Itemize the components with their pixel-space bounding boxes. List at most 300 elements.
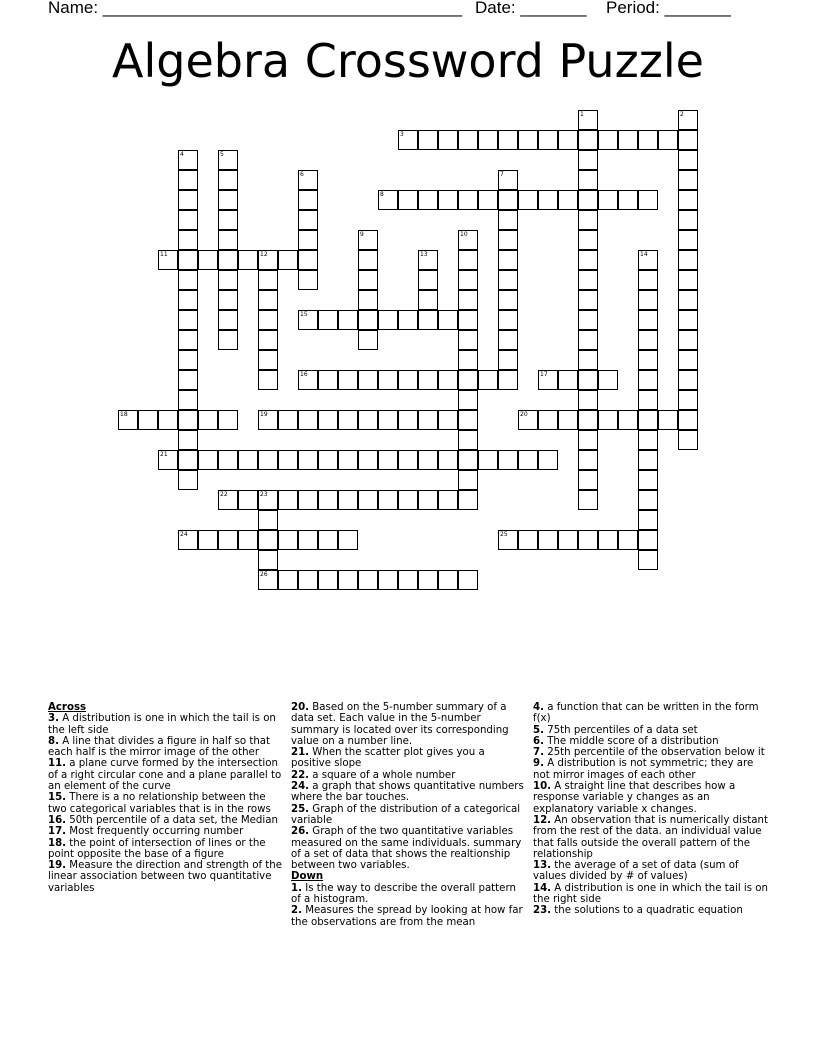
crossword-cell[interactable] (298, 410, 318, 430)
crossword-cell[interactable] (578, 170, 598, 190)
crossword-cell[interactable] (318, 450, 338, 470)
crossword-cell[interactable] (218, 250, 238, 270)
crossword-cell[interactable] (458, 250, 478, 270)
crossword-cell[interactable] (678, 230, 698, 250)
clue-item: 14. A distribution is one in which the tail is on the right side (533, 882, 768, 906)
clue-item: 9. A distribution is not symmetric; they are not mirror images of each other (533, 758, 754, 781)
crossword-cell[interactable] (478, 190, 498, 210)
crossword-cell[interactable] (158, 410, 178, 430)
date-field[interactable]: Date: _______ (475, 0, 587, 17)
clues-column-3 (533, 702, 769, 917)
crossword-cell[interactable] (578, 130, 598, 150)
crossword-cell[interactable] (638, 490, 658, 510)
crossword-cell[interactable] (178, 450, 198, 470)
clue-number: 11 (160, 251, 168, 258)
crossword-cell[interactable] (218, 170, 238, 190)
crossword-cell[interactable] (178, 430, 198, 450)
crossword-cell[interactable] (578, 410, 598, 430)
crossword-cell[interactable] (478, 130, 498, 150)
crossword-cell[interactable] (418, 130, 438, 150)
crossword-cell[interactable] (398, 130, 418, 150)
crossword-cell[interactable] (458, 290, 478, 310)
crossword-cell[interactable] (578, 150, 598, 170)
crossword-cell[interactable] (638, 530, 658, 550)
crossword-cell[interactable] (258, 450, 278, 470)
crossword-cell[interactable] (458, 430, 478, 450)
crossword-cell[interactable] (458, 570, 478, 590)
crossword-cell[interactable] (178, 290, 198, 310)
crossword-cell[interactable] (398, 450, 418, 470)
crossword-cell[interactable] (378, 490, 398, 510)
crossword-cell[interactable] (678, 250, 698, 270)
crossword-cell[interactable] (358, 250, 378, 270)
crossword-cell[interactable] (138, 410, 158, 430)
crossword-cell[interactable] (258, 570, 278, 590)
clue-number: 5 (220, 151, 224, 158)
clues-column-2 (291, 702, 527, 928)
clue-item: 13. the average of a set of data (sum of values divided by # of values) (533, 860, 739, 883)
crossword-cell[interactable] (378, 410, 398, 430)
crossword-cell[interactable] (198, 530, 218, 550)
crossword-cell[interactable] (638, 370, 658, 390)
crossword-cell[interactable] (218, 190, 238, 210)
crossword-cell[interactable] (498, 350, 518, 370)
crossword-cell[interactable] (298, 190, 318, 210)
clue-number: 19 (260, 411, 268, 418)
crossword-cell[interactable] (678, 270, 698, 290)
crossword-cell[interactable] (318, 370, 338, 390)
clue-number: 18 (120, 411, 128, 418)
crossword-cell[interactable] (318, 490, 338, 510)
crossword-cell[interactable] (438, 450, 458, 470)
crossword-cell[interactable] (518, 410, 538, 430)
crossword-cell[interactable] (278, 490, 298, 510)
crossword-cell[interactable] (678, 430, 698, 450)
crossword-cell[interactable] (178, 390, 198, 410)
crossword-cell[interactable] (538, 130, 558, 150)
crossword-cell[interactable] (578, 490, 598, 510)
crossword-cell[interactable] (318, 410, 338, 430)
crossword-cell[interactable] (338, 370, 358, 390)
crossword-cell[interactable] (178, 330, 198, 350)
crossword-cell[interactable] (198, 450, 218, 470)
crossword-cell[interactable] (318, 310, 338, 330)
crossword-cell[interactable] (578, 190, 598, 210)
crossword-cell[interactable] (278, 410, 298, 430)
crossword-cell[interactable] (618, 190, 638, 210)
clue-item: 3. A distribution is one in which the tail is on the left side (48, 713, 276, 736)
crossword-cell[interactable] (618, 530, 638, 550)
crossword-cell[interactable] (258, 410, 278, 430)
crossword-cell[interactable] (358, 450, 378, 470)
crossword-cell[interactable] (178, 270, 198, 290)
crossword-cell[interactable] (258, 550, 278, 570)
crossword-cell[interactable] (658, 130, 678, 150)
crossword-cell[interactable] (178, 230, 198, 250)
crossword-cell[interactable] (318, 570, 338, 590)
clue-item: 11. a plane curve formed by the intersection of a right circular cone and a plane parallel to an element of the curve (48, 758, 282, 793)
crossword-cell[interactable] (218, 450, 238, 470)
crossword-cell[interactable] (638, 290, 658, 310)
crossword-cell[interactable] (218, 530, 238, 550)
crossword-cell[interactable] (218, 290, 238, 310)
crossword-cell[interactable] (398, 570, 418, 590)
crossword-cell[interactable] (678, 190, 698, 210)
crossword-cell[interactable] (558, 370, 578, 390)
crossword-cell[interactable] (638, 330, 658, 350)
clue-item: 12. An observation that is numerically distant from the rest of the data. an individual value that falls outside the overall pattern of the relationship (533, 814, 768, 860)
crossword-cell[interactable] (218, 410, 238, 430)
crossword-cell[interactable] (398, 370, 418, 390)
crossword-cell[interactable] (678, 290, 698, 310)
crossword-cell[interactable] (678, 110, 698, 130)
crossword-cell[interactable] (498, 130, 518, 150)
crossword-cell[interactable] (578, 430, 598, 450)
crossword-cell[interactable] (458, 490, 478, 510)
crossword-cell[interactable] (178, 530, 198, 550)
crossword-cell[interactable] (498, 210, 518, 230)
crossword-cell[interactable] (458, 230, 478, 250)
crossword-cell[interactable] (678, 130, 698, 150)
page-title: Algebra Crossword Puzzle (112, 34, 704, 88)
crossword-cell[interactable] (278, 450, 298, 470)
clue-number: 8 (380, 191, 384, 198)
crossword-cell[interactable] (618, 130, 638, 150)
crossword-cell[interactable] (458, 270, 478, 290)
crossword-cell[interactable] (498, 230, 518, 250)
crossword-cell[interactable] (678, 310, 698, 330)
crossword-cell[interactable] (538, 370, 558, 390)
crossword-cell[interactable] (638, 470, 658, 490)
crossword-cell[interactable] (518, 450, 538, 470)
crossword-cell[interactable] (178, 190, 198, 210)
crossword-cell[interactable] (198, 410, 218, 430)
clue-number: 14 (640, 251, 648, 258)
crossword-cell[interactable] (578, 450, 598, 470)
crossword-cell[interactable] (578, 530, 598, 550)
crossword-cell[interactable] (498, 250, 518, 270)
crossword-cell[interactable] (258, 350, 278, 370)
crossword-cell[interactable] (298, 570, 318, 590)
crossword-cell[interactable] (158, 450, 178, 470)
crossword-cell[interactable] (218, 490, 238, 510)
crossword-cell[interactable] (498, 330, 518, 350)
name-field[interactable]: Name: ______________________________________ (48, 0, 463, 17)
clue-number: 15 (300, 311, 308, 318)
crossword-cell[interactable] (358, 570, 378, 590)
crossword-cell[interactable] (638, 410, 658, 430)
crossword-cell[interactable] (378, 190, 398, 210)
clue-number: 16 (300, 371, 308, 378)
crossword-cell[interactable] (258, 290, 278, 310)
crossword-cell[interactable] (298, 250, 318, 270)
crossword-cell[interactable] (518, 130, 538, 150)
crossword-cell[interactable] (358, 330, 378, 350)
crossword-cell[interactable] (498, 450, 518, 470)
crossword-cell[interactable] (118, 410, 138, 430)
crossword-cell[interactable] (438, 410, 458, 430)
crossword-cell[interactable] (538, 190, 558, 210)
crossword-cell[interactable] (238, 450, 258, 470)
crossword-cell[interactable] (418, 410, 438, 430)
crossword-cell[interactable] (178, 350, 198, 370)
crossword-cell[interactable] (578, 390, 598, 410)
crossword-cell[interactable] (578, 370, 598, 390)
crossword-cell[interactable] (178, 410, 198, 430)
crossword-cell[interactable] (618, 410, 638, 430)
crossword-cell[interactable] (478, 450, 498, 470)
crossword-cell[interactable] (558, 190, 578, 210)
crossword-cell[interactable] (378, 570, 398, 590)
crossword-cell[interactable] (378, 450, 398, 470)
crossword-cell[interactable] (178, 370, 198, 390)
crossword-cell[interactable] (438, 310, 458, 330)
crossword-cell[interactable] (498, 290, 518, 310)
crossword-cell[interactable] (238, 250, 258, 270)
crossword-cell[interactable] (498, 310, 518, 330)
crossword-cell[interactable] (438, 370, 458, 390)
crossword-cell[interactable] (678, 210, 698, 230)
crossword-cell[interactable] (598, 410, 618, 430)
crossword-cell[interactable] (578, 290, 598, 310)
clue-number: 22 (220, 491, 228, 498)
crossword-cell[interactable] (258, 270, 278, 290)
crossword-cell[interactable] (238, 530, 258, 550)
crossword-cell[interactable] (458, 330, 478, 350)
crossword-cell[interactable] (638, 270, 658, 290)
crossword-cell[interactable] (438, 190, 458, 210)
crossword-cell[interactable] (298, 170, 318, 190)
crossword-cell[interactable] (458, 390, 478, 410)
crossword-cell[interactable] (338, 310, 358, 330)
clue-number: 1 (580, 111, 584, 118)
clue-item: 6. The middle score of a distribution (533, 735, 719, 747)
crossword-cell[interactable] (458, 190, 478, 210)
crossword-cell[interactable] (558, 130, 578, 150)
crossword-cell[interactable] (438, 570, 458, 590)
crossword-cell[interactable] (598, 370, 618, 390)
crossword-cell[interactable] (638, 250, 658, 270)
crossword-cell[interactable] (578, 230, 598, 250)
crossword-cell[interactable] (458, 470, 478, 490)
crossword-cell[interactable] (478, 370, 498, 390)
crossword-cell[interactable] (638, 130, 658, 150)
clue-item: 4. a function that can be written in the form f(x) (533, 702, 759, 725)
crossword-cell[interactable] (498, 270, 518, 290)
crossword-cell[interactable] (298, 310, 318, 330)
crossword-cell[interactable] (178, 250, 198, 270)
crossword-cell[interactable] (358, 490, 378, 510)
crossword-cell[interactable] (278, 530, 298, 550)
clue-item: 1. Is the way to describe the overall pattern of a histogram. (291, 882, 516, 906)
crossword-cell[interactable] (418, 490, 438, 510)
clue-number: 20 (520, 411, 528, 418)
crossword-cell[interactable] (358, 410, 378, 430)
crossword-cell[interactable] (218, 210, 238, 230)
crossword-cell[interactable] (638, 510, 658, 530)
crossword-cell[interactable] (558, 530, 578, 550)
crossword-cell[interactable] (258, 490, 278, 510)
crossword-cell[interactable] (518, 190, 538, 210)
crossword-cell[interactable] (398, 310, 418, 330)
crossword-cell[interactable] (298, 530, 318, 550)
clue-number: 24 (180, 531, 188, 538)
crossword-cell[interactable] (378, 370, 398, 390)
crossword-cell[interactable] (178, 150, 198, 170)
crossword-cell[interactable] (678, 350, 698, 370)
crossword-cell[interactable] (578, 330, 598, 350)
crossword-cell[interactable] (178, 170, 198, 190)
crossword-cell[interactable] (578, 270, 598, 290)
crossword-cell[interactable] (678, 330, 698, 350)
crossword-cell[interactable] (578, 250, 598, 270)
clue-number: 13 (420, 251, 428, 258)
crossword-cell[interactable] (498, 370, 518, 390)
crossword-cell[interactable] (358, 270, 378, 290)
crossword-cell[interactable] (418, 290, 438, 310)
crossword-cell[interactable] (198, 250, 218, 270)
crossword-cell[interactable] (258, 530, 278, 550)
crossword-cell[interactable] (518, 530, 538, 550)
clue-item: 21. When the scatter plot gives you a positive slope (291, 747, 485, 770)
crossword-cell[interactable] (538, 530, 558, 550)
crossword-cell[interactable] (318, 530, 338, 550)
crossword-cell[interactable] (298, 490, 318, 510)
crossword-cell[interactable] (678, 370, 698, 390)
crossword-cell[interactable] (338, 410, 358, 430)
crossword-cell[interactable] (298, 270, 318, 290)
crossword-cell[interactable] (338, 570, 358, 590)
crossword-cell[interactable] (258, 310, 278, 330)
clue-number: 4 (180, 151, 184, 158)
crossword-cell[interactable] (358, 290, 378, 310)
crossword-cell[interactable] (338, 450, 358, 470)
crossword-cell[interactable] (358, 370, 378, 390)
crossword-cell[interactable] (458, 310, 478, 330)
crossword-cell[interactable] (258, 510, 278, 530)
crossword-cell[interactable] (578, 110, 598, 130)
clue-item: 5. 75th percentiles of a data set (533, 724, 698, 736)
crossword-cell[interactable] (498, 190, 518, 210)
crossword-cell[interactable] (418, 310, 438, 330)
crossword-cell[interactable] (638, 390, 658, 410)
clue-item: 7. 25th percentile of the observation below it (533, 747, 765, 759)
crossword-cell[interactable] (638, 350, 658, 370)
crossword-cell[interactable] (298, 450, 318, 470)
crossword-cell[interactable] (418, 270, 438, 290)
crossword-cell[interactable] (358, 310, 378, 330)
crossword-cell[interactable] (378, 310, 398, 330)
crossword-cell[interactable] (458, 450, 478, 470)
crossword-cell[interactable] (678, 390, 698, 410)
crossword-cell[interactable] (298, 230, 318, 250)
crossword-cell[interactable] (258, 370, 278, 390)
crossword-cell[interactable] (358, 230, 378, 250)
crossword-cell[interactable] (418, 570, 438, 590)
crossword-cell[interactable] (298, 210, 318, 230)
crossword-cell[interactable] (638, 190, 658, 210)
crossword-cell[interactable] (598, 530, 618, 550)
crossword-cell[interactable] (178, 310, 198, 330)
crossword-cell[interactable] (398, 190, 418, 210)
crossword-cell[interactable] (498, 530, 518, 550)
period-field[interactable]: Period: _______ (606, 0, 731, 17)
crossword-cell[interactable] (218, 230, 238, 250)
crossword-cell[interactable] (458, 350, 478, 370)
crossword-cell[interactable] (678, 170, 698, 190)
crossword-cell[interactable] (398, 490, 418, 510)
crossword-cell[interactable] (598, 130, 618, 150)
crossword-cell[interactable] (258, 330, 278, 350)
crossword-cell[interactable] (638, 450, 658, 470)
crossword-cell[interactable] (578, 350, 598, 370)
clue-item: 18. the point of intersection of lines or the point opposite the base of a figure (48, 837, 266, 860)
crossword-cell[interactable] (578, 310, 598, 330)
crossword-cell[interactable] (558, 410, 578, 430)
crossword-cell[interactable] (498, 170, 518, 190)
crossword-cell[interactable] (438, 130, 458, 150)
crossword-cell[interactable] (238, 490, 258, 510)
crossword-cell[interactable] (338, 490, 358, 510)
crossword-cell[interactable] (638, 310, 658, 330)
crossword-cell[interactable] (418, 190, 438, 210)
crossword-cell[interactable] (158, 250, 178, 270)
crossword-cell[interactable] (338, 530, 358, 550)
crossword-cell[interactable] (578, 210, 598, 230)
crossword-cell[interactable] (418, 250, 438, 270)
crossword-cell[interactable] (578, 470, 598, 490)
crossword-cell[interactable] (658, 410, 678, 430)
crossword-cell[interactable] (178, 210, 198, 230)
clue-number: 7 (500, 171, 504, 178)
crossword-cell[interactable] (278, 250, 298, 270)
crossword-cell[interactable] (438, 490, 458, 510)
clue-number: 17 (540, 371, 548, 378)
clue-item: 23. the solutions to a quadratic equation (533, 905, 743, 917)
crossword-cell[interactable] (218, 150, 238, 170)
clue-number: 25 (500, 531, 508, 538)
crossword-cell[interactable] (398, 410, 418, 430)
clue-item: 16. 50th percentile of a data set, the Median (48, 814, 278, 826)
crossword-cell[interactable] (638, 550, 658, 570)
crossword-cell[interactable] (638, 430, 658, 450)
crossword-cell[interactable] (418, 450, 438, 470)
crossword-cell[interactable] (298, 370, 318, 390)
crossword-cell[interactable] (278, 570, 298, 590)
clue-item: 20. Based on the 5-number summary of a data set. Each value in the 5-number summary is located over its corresponding value on a number line. (291, 702, 509, 747)
across-heading: Across (48, 702, 87, 713)
crossword-cell[interactable] (538, 410, 558, 430)
crossword-cell[interactable] (538, 450, 558, 470)
crossword-cell[interactable] (458, 410, 478, 430)
crossword-cell[interactable] (218, 270, 238, 290)
crossword-cell[interactable] (678, 150, 698, 170)
crossword-cell[interactable] (218, 310, 238, 330)
clue-item: 2. Measures the spread by looking at how far the observations are from the mean (291, 905, 523, 928)
crossword-cell[interactable] (258, 250, 278, 270)
clue-number: 23 (260, 491, 268, 498)
crossword-cell[interactable] (678, 410, 698, 430)
crossword-cell[interactable] (418, 370, 438, 390)
clue-item: 26. Graph of the two quantitative variables measured on the same individuals. summary of a set of data that shows the realtionship between two variables. (291, 826, 522, 872)
crossword-cell[interactable] (218, 330, 238, 350)
crossword-cell[interactable] (458, 130, 478, 150)
crossword-cell[interactable] (458, 370, 478, 390)
crossword-cell[interactable] (178, 470, 198, 490)
clue-number: 3 (400, 131, 404, 138)
clue-number: 9 (360, 231, 364, 238)
crossword-cell[interactable] (598, 190, 618, 210)
